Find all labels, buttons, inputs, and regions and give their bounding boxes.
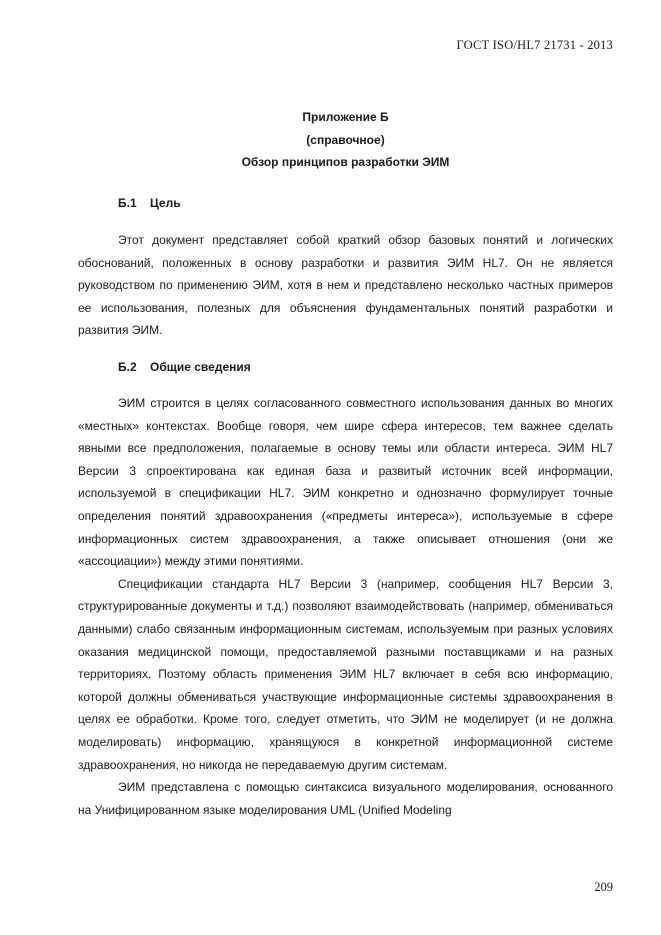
section-number: Б.2 <box>118 360 137 374</box>
standard-header: ГОСТ ISO/HL7 21731 - 2013 <box>456 38 613 52</box>
section-heading-b1 <box>118 196 181 210</box>
paragraph: ЭИМ строится в целях согласованного совместного использования данных во многих «местных» контекстах. Вообще говоря, чем шире сфера интересов, тем важнее сделать явными все предположения, полагаемые в основу темы или области интереса. ЭИМ HL7 Версии 3 спроектирована как единая база и развитый источник всей информации, используемой в спецификации HL7. ЭИМ конкретно и однозначно формулирует точные определения понятий здравоохранения («предметы интереса»), используемые в сфере информационных систем здравоохранения, а также описывает отношения (они же «ассоциации») между этими понятиями. <box>78 396 613 569</box>
section-title: Цель <box>150 196 181 210</box>
paragraph: Этот документ представляет собой краткий обзор базовых понятий и логических обоснований, положенных в основу разработки и развития ЭИМ HL7. Он не является руководством по применению ЭИМ, хотя в нем и представлено несколько частных примеров ее использования, полезных для объяснения фундаментальных понятий разработки и развития ЭИМ. <box>78 233 613 338</box>
appendix-subtitle: Обзор принципов разработки ЭИМ <box>241 155 450 169</box>
section-body-b1 <box>78 229 613 342</box>
appendix-heading <box>78 106 613 174</box>
appendix-title: Приложение Б <box>302 110 389 124</box>
paragraph: ЭИМ представлена с помощью синтаксиса визуального моделирования, основанного на Унифицированном языке моделирования UML (Unified Modeling <box>78 780 613 817</box>
section-body-b2 <box>78 392 613 821</box>
paragraph: Спецификации стандарта HL7 Версии 3 (например, сообщения HL7 Версии 3, структурированные документы и т.д.) позволяют взаимодействовать (например, обмениваться данными) слабо связанным информационным системам, используемым при разных условиях оказания медицинской помощи, предоставляемой разными поставщиками и на разных территориях. Поэтому область применения ЭИМ HL7 включает в себя всю информацию, которой должны обмениваться участвующие информационные системы здравоохранения в целях ее обработки. Кроме того, следует отметить, что ЭИМ не моделирует (и не должна моделировать) информацию, хранящуюся в конкретной информационной системе здравоохранения, но никогда не передаваемую другим системам. <box>78 576 613 772</box>
page-number: 209 <box>594 880 613 894</box>
section-heading-b2 <box>118 360 251 374</box>
section-number: Б.1 <box>118 196 137 210</box>
section-title: Общие сведения <box>150 360 251 374</box>
appendix-status: (справочное) <box>306 132 385 147</box>
